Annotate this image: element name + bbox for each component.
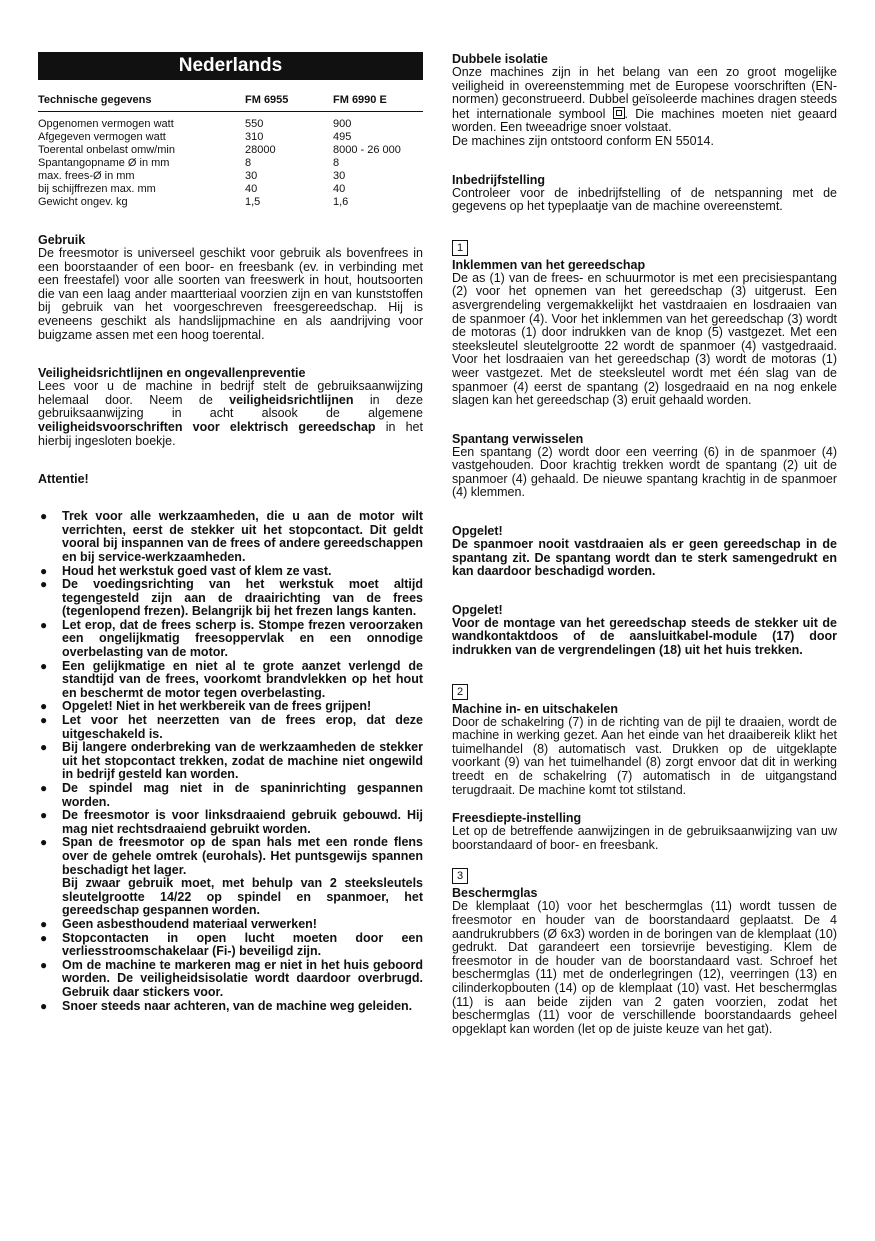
- bullet-icon: ●: [40, 658, 48, 673]
- bullet-icon: ●: [40, 930, 48, 945]
- paragraph-opgelet-1: De spanmoer nooit vastdraaien als er geen gereedschap in de spantang zit. De spantang wordt dan te sterk samengedrukt en kan daardoor beschadigd worden.: [452, 537, 837, 579]
- table-cell: 1,6: [333, 196, 349, 208]
- list-item: ● Span de freesmotor op de span hals met een ronde flens over de gehele omtrek (eurohals). Het puntsgewijs spannen beschadigt het lager. Bij zwaar gebruik moet, met behulp van 2 steeksleutels sleutelgrootte 14/22 op spindel en spanmoer, het gereedschap gespannen worden.: [40, 835, 423, 918]
- table-row: [38, 112, 423, 132]
- section-heading-opgelet-1: Opgelet!: [452, 524, 503, 539]
- paragraph-veiligheid: Lees voor u de machine in bedrijf stelt de gebruiksaanwijzing helemaal door. Neem de veiligheidsrichtlijnen in deze gebruiksaanwijzing in acht alsook de algemene veiligheidsvoorschriften voor elektrisch gereedschap in het hierbij ingesloten boekje.: [38, 379, 423, 448]
- bullet-icon: ●: [40, 509, 48, 524]
- right-column: [452, 52, 837, 1036]
- bullet-icon: ●: [40, 713, 48, 728]
- list-item: ● Stopcontacten in open lucht moeten door een verliesstroomschakelaar (Fi-) beveiligd zijn.: [40, 930, 423, 959]
- double-insulation-icon: [613, 107, 625, 119]
- list-item: ● Trek voor alle werkzaamheden, die u aan de motor wilt verrichten, eerst de stekker uit het stopcontact. Dit geldt vooral bij inspannen van de frees of andere gereedschappen en bij service-werkzaamheden.: [40, 509, 423, 564]
- table-cell: 1,5: [245, 196, 261, 208]
- paragraph-schakelen: Door de schakelring (7) in de richting van de pijl te draaien, wordt de machine in werking gezet. Aan het einde van het draaibereik klikt het tuimelhandel (8) automatisch vast. Drukken op de uitgeklapte voorkant (9) van het tuimelhandel (8) zorgt envoor dat dit in werking treedt en de schakelring (7) automatisch in de uitgangstand terugdraait. De machine komt tot stilstand.: [452, 714, 837, 797]
- table-row: [38, 196, 423, 209]
- left-column: [38, 52, 423, 1013]
- paragraph-beschermglas: De klemplaat (10) voor het beschermglas (11) wordt tussen de freesmotor en houder van de boorstandaard geplaatst. De 4 aandrukrubbers (Ø 6x3) worden in de boringen van de klemplaat (10) gedrukt. Dat garandeert een torsievrije bevestiging. Klem de freesmotor in de houder van de boorstandaard vast. Schroef het beschermglas (11) met de onderlegringen (12), veerringen (13) en cilinderkopbouten (14) op de klemplaat (10) vast. Het beschermglas (11) is aan beide zijden van 2 gaten voorzien, zodat het beschermglas (11) voor de verschillende boorstandaards geheel opgeklapt kan worden (let op de juiste keuze van het gat).: [452, 899, 837, 1036]
- paragraph-spantang: Een spantang (2) wordt door een veerring (6) in de spanmoer (4) vastgehouden. Door krachtig trekken wordt de spantang (2) uit de spanmoer (4) gehaald. De nieuwe spantang krachtig in de spanmoer (4) klemmen.: [452, 444, 837, 500]
- paragraph-ontstoord: De machines zijn ontstoord conform EN 55014.: [452, 133, 714, 148]
- table-cell: 40: [245, 183, 258, 195]
- bullet-icon: ●: [40, 957, 48, 972]
- bullet-icon: ●: [40, 916, 48, 931]
- section-heading-opgelet-2: Opgelet!: [452, 602, 503, 617]
- section-heading-freesdiepte: Freesdiepte-instelling: [452, 811, 582, 826]
- table-cell: Gewicht ongev. kg: [38, 196, 128, 208]
- warning-list: [38, 510, 423, 1013]
- section-heading-inbedrijfstelling: Inbedrijfstelling: [452, 172, 546, 187]
- section-heading-inklemmen: Inklemmen van het gereedschap: [452, 257, 646, 272]
- table-header: Technische gegevens: [38, 94, 245, 112]
- section-heading-attentie: Attentie!: [38, 472, 89, 487]
- list-item: ● Let erop, dat de frees scherp is. Stompe frezen veroorzaken een ongelijkmatig freesoppervlak en een onnodige overbelasting van de motor.: [40, 617, 423, 660]
- bullet-icon: ●: [40, 699, 48, 714]
- section-heading-gebruik: Gebruik: [38, 233, 86, 247]
- paragraph-opgelet-2: Voor de montage van het gereedschap steeds de stekker uit de wandkontaktdoos of de aansluitkabel-module (17) door indrukken van de vergrendelingen (18) uit het huis trekken.: [452, 615, 837, 658]
- bullet-icon: ●: [40, 563, 48, 578]
- technical-data-table: [38, 94, 423, 209]
- table-cell: 40: [333, 183, 346, 195]
- section-heading-schakelen: Machine in- en uitschakelen: [452, 701, 619, 716]
- list-item: ● Snoer steeds naar achteren, van de machine weg geleiden.: [40, 998, 413, 1013]
- table-row: [38, 144, 423, 157]
- table-row: [38, 183, 423, 196]
- table-cell: 310: [245, 131, 264, 143]
- table-cell: 30: [333, 170, 346, 182]
- table-cell: 900: [333, 118, 352, 130]
- bullet-icon: ●: [40, 577, 48, 592]
- list-item: ● Een gelijkmatige en niet al te grote aanzet verlengd de standtijd van de frees, voorkomt brandvlekken op het hout en beschermt de motor tegen overbelasting.: [40, 658, 423, 700]
- table-row: [38, 170, 423, 183]
- paragraph-freesdiepte: Let op de betreffende aanwijzingen in de gebruiksaanwijzing van uw boorstandaard of boor- en freesbank.: [452, 824, 837, 852]
- table-header-row: [38, 94, 423, 112]
- table-header: FM 6990 E: [333, 94, 423, 112]
- bullet-icon: ●: [40, 835, 48, 850]
- table-cell: Afgegeven vermogen watt: [38, 131, 166, 143]
- table-row: [38, 131, 423, 144]
- list-item: ● Geen asbesthoudend materiaal verwerken!: [40, 916, 317, 931]
- table-row: [38, 157, 423, 170]
- table-cell: bij schijffrezen max. mm: [38, 183, 156, 195]
- bullet-icon: ●: [40, 740, 48, 755]
- table-cell: 8000 - 26 000: [333, 144, 401, 156]
- list-item: ● Houd het werkstuk goed vast of klem ze vast.: [40, 563, 332, 578]
- bullet-icon: ●: [40, 808, 48, 823]
- list-item: ● Let voor het neerzetten van de frees erop, dat deze uitgeschakeld is.: [40, 713, 423, 741]
- list-item: ● Om de machine te markeren mag er niet in het huis geboord worden. De veiligheidsisolatie wordt daardoor overbrugd. Gebruik daar stickers voor.: [40, 957, 423, 999]
- section-heading-spantang: Spantang verwisselen: [452, 431, 584, 446]
- section-heading-dubbele-isolatie: Dubbele isolatie: [452, 52, 548, 66]
- table-cell: 550: [245, 118, 264, 130]
- table-header: FM 6955: [245, 94, 333, 112]
- table-cell: 495: [333, 131, 352, 143]
- language-title: Nederlands: [38, 52, 423, 80]
- list-item: ● De freesmotor is voor linksdraaiend gebruik gebouwd. Hij mag niet rechtsdraaiend gebruikt worden.: [40, 808, 423, 836]
- table-cell: Opgenomen vermogen watt: [38, 118, 174, 130]
- bullet-icon: ●: [40, 998, 48, 1013]
- list-item: ● De spindel mag niet in de spaninrichting gespannen worden.: [40, 781, 423, 809]
- paragraph-inklemmen: De as (1) van de frees- en schuurmotor is met een precisiespantang (2) voor het opnemen van het gereedschap (3) uitgerust. Een asvergrendeling vergemakkelijkt het vastdraaien en losdraaien van de spanmoer (4). Voor het inklemmen van het gereedschap (3) wordt de motoras (1) door indrukken van de knop (5) vastgezet. Met een steeksleutel sleutelgrootte 22 wordt de spanmoer (4) vastgedraaid. Voor het losdraaien van het gereedschap (3) wordt de motoras (1) weer vastgezet. Met de steeksleutel wordt met één slag van de spanmoer (4) eerst de spantang (2) losgedraaid en na nog enkele slagen kan het gereedschap (3) eruit gehaald worden.: [452, 270, 837, 408]
- figure-number-box: 2: [452, 684, 468, 700]
- table-cell: 8: [245, 157, 252, 169]
- figure-number-box: 3: [452, 868, 468, 884]
- table-cell: Toerental onbelast omw/min: [38, 144, 175, 156]
- table-cell: 8: [333, 157, 340, 169]
- bullet-icon: ●: [40, 617, 48, 632]
- section-heading-beschermglas: Beschermglas: [452, 886, 538, 901]
- table-cell: Spantangopname Ø in mm: [38, 157, 170, 169]
- table-cell: 28000: [245, 144, 276, 156]
- bullet-icon: ●: [40, 781, 48, 795]
- paragraph-inbedrijfstelling: Controleer voor de inbedrijfstelling of de netspanning met de gegevens op het typeplaatje van de machine overeenstemt.: [452, 185, 837, 214]
- section-heading-veiligheid: Veiligheidsrichtlijnen en ongevallenpreventie: [38, 366, 306, 381]
- list-item: ● De voedingsrichting van het werkstuk moet altijd tegengesteld zijn aan de draairichting van de frees (tegenlopend frezen). Belangrijk bij het frezen langs kanten.: [40, 577, 423, 619]
- list-item: ● Opgelet! Niet in het werkbereik van de frees grijpen!: [40, 699, 372, 714]
- table-cell: max. frees-Ø in mm: [38, 170, 135, 182]
- list-item: ● Bij langere onderbreking van de werkzaamheden de stekker uit het stopcontact trekken, zodat de machine niet ongewild in bedrijf gesteld kan worden.: [40, 740, 423, 782]
- paragraph-dubbele-isolatie: Onze machines zijn in het belang van een zo groot mogelijke veiligheid in overeenstemming met de Europese voorschriften (EN-normen) geconstrueerd. Dubbel geïsoleerde machines dragen steeds het internationale symbool . Die machines moeten niet geaard worden. Een tweeadrige snoer volstaat.: [452, 65, 837, 135]
- table-cell: 30: [245, 170, 258, 182]
- figure-number-box: 1: [452, 240, 468, 256]
- paragraph-gebruik: De freesmotor is universeel geschikt voor gebruik als bovenfrees in een boorstaander of een boor- en freesbank (ev. in verbinding met een freestafel) voor alle soorten van freeswerk in hout, houtsoorten die van een laag ander maartteriaal voorzien zijn en van kunststoffen bij gebruik van het voorgeschreven freesgereedschap. Hij is eveneens geschikt als handslijpmachine en als aandrijving voor buigzame assen met een hoog toerental.: [38, 246, 423, 342]
